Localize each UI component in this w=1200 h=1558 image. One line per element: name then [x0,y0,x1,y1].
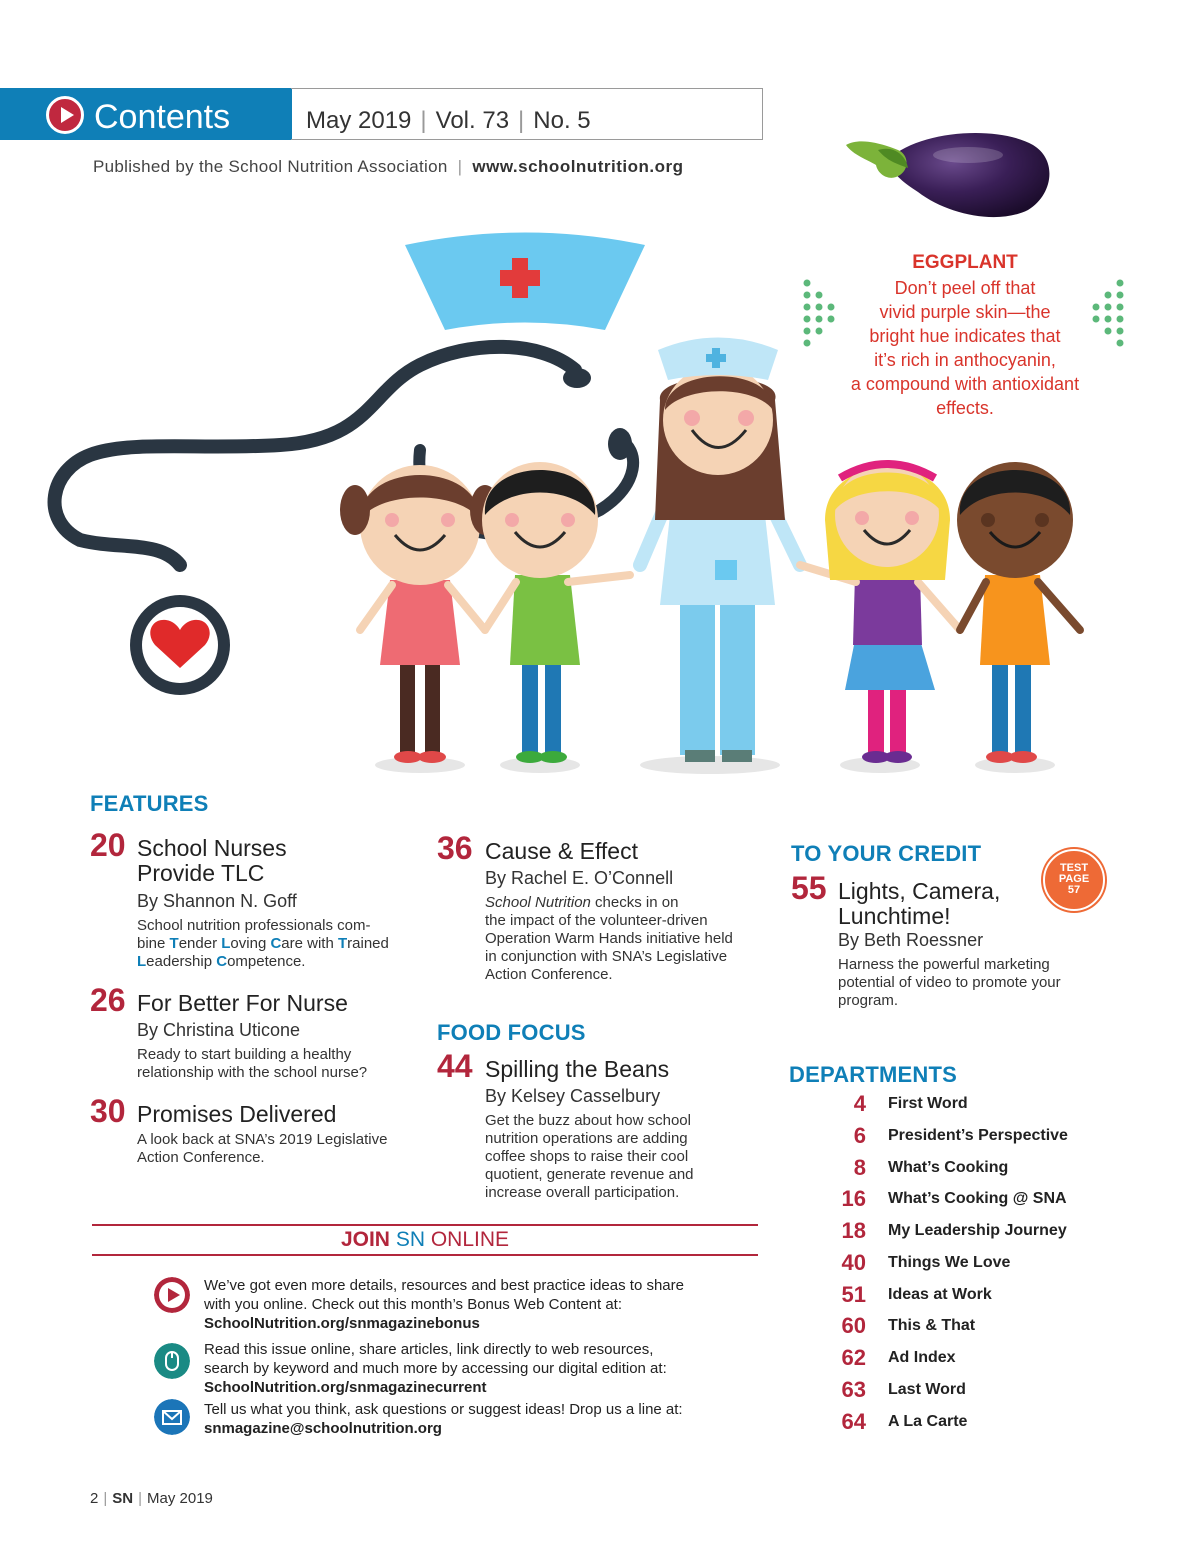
tip-line: bright hue indicates that [869,326,1061,346]
divider [92,1254,758,1256]
join-line: search by keyword and much more by accessing our digital edition at: [204,1360,667,1377]
desc-line: in conjunction with SNA’s Legislative [485,948,728,965]
play-icon [46,96,84,134]
article-title-line: School Nurses [137,835,287,861]
play-icon [154,1277,190,1313]
join-item [204,1276,704,1333]
department-item[interactable]: 6 President’s Perspective [853,1123,1068,1148]
desc-line: School Nutrition checks in on [485,894,679,911]
article-title[interactable] [137,836,397,886]
article-title[interactable]: Promises Delivered [137,1101,337,1127]
article-description [838,956,1128,1010]
article-title-line: Lights, Camera, [838,878,1001,904]
digital-edition-link[interactable]: SchoolNutrition.org/snmagazinecurrent [204,1379,487,1396]
desc-line: Action Conference. [137,1149,265,1166]
tip-line: it’s rich in anthocyanin, [874,350,1056,370]
join-line: Read this issue online, share articles, link directly to web resources, [204,1341,654,1358]
page-number: 36 [437,830,473,866]
badge-line: PAGE [1058,873,1090,885]
page-number: 44 [437,1048,473,1084]
desc-line: Operation Warm Hands initiative held [485,930,733,947]
features-heading: FEATURES [90,791,209,816]
join-line: We’ve got even more details, resources and best practice ideas to share [204,1277,684,1294]
website-link[interactable]: www.schoolnutrition.org [472,157,684,176]
food-focus-heading: FOOD FOCUS [437,1020,586,1045]
desc-line: nutrition operations are adding [485,1130,688,1147]
article-title-line: Provide TLC [137,860,265,886]
footer-date: May 2019 [147,1490,213,1507]
desc-line: the impact of the volunteer-driven [485,912,708,929]
desc-line: coffee shops to raise their cool [485,1148,689,1165]
page-number: 55 [791,870,827,906]
issue-volume: Vol. 73 [435,107,510,134]
department-item[interactable]: 63 Last Word [841,1377,966,1402]
article-description [137,917,427,971]
footer-magazine: SN [112,1490,134,1507]
desc-line: A look back at SNA’s 2019 Legislative [137,1131,388,1148]
publisher: Published by the School Nutrition Association [93,157,448,176]
eggplant-image [838,120,1058,220]
desc-line: Get the buzz about how school [485,1112,691,1129]
byline: By Christina Uticone [137,1020,301,1040]
desc-line: Ready to start building a healthy [137,1046,352,1063]
desc-line: Harness the powerful marketing [838,956,1050,973]
nurse-children-illustration [40,220,1110,785]
article-title-line: Lunchtime! [838,903,951,929]
desc-line: bine Tender Loving Care with Trained [137,935,389,952]
article-title[interactable] [838,879,1038,929]
article-title[interactable]: Spilling the Beans [485,1056,670,1082]
join-online-heading: JOIN SN ONLINE [340,1228,510,1251]
desc-line: relationship with the school nurse? [137,1064,368,1081]
join-item [204,1400,704,1438]
page-number: 30 [90,1093,126,1129]
badge-line: 57 [1067,884,1081,896]
department-item[interactable]: 8 What’s Cooking [853,1155,1009,1180]
desc-line: program. [838,992,899,1009]
byline: By Rachel E. O’Connell [485,868,674,888]
desc-line: Action Conference. [485,966,613,983]
byline: By Beth Roessner [838,930,984,950]
issue-info: May 2019 | Vol. 73 | No. 5 [306,107,591,134]
publisher-line: Published by the School Nutrition Association | www.schoolnutrition.org [93,157,684,176]
desc-line: increase overall participation. [485,1184,680,1201]
desc-line: quotient, generate revenue and [485,1166,694,1183]
badge-line: TEST [1059,862,1089,874]
department-item[interactable]: 18 My Leadership Journey [841,1218,1067,1243]
test-page-badge [1043,849,1105,911]
issue-number: No. 5 [533,107,591,134]
page-footer: 2 | SN | May 2019 [90,1490,213,1507]
join-line: with you online. Check out this month’s Bonus Web Content at: [204,1296,623,1313]
department-item[interactable]: 51 Ideas at Work [841,1282,992,1307]
desc-line: potential of video to promote your [838,974,1061,991]
join-item [204,1340,704,1397]
bonus-content-link[interactable]: SchoolNutrition.org/snmagazinebonus [204,1315,480,1332]
department-item[interactable]: 40 Things We Love [841,1250,1011,1275]
departments-heading: DEPARTMENTS [789,1062,958,1087]
article-description [137,1046,427,1082]
article-title[interactable]: Cause & Effect [485,838,638,864]
mouse-icon [154,1343,190,1379]
page-title: Contents [94,98,231,136]
issue-month: May 2019 [306,107,412,134]
article-description [485,1112,775,1202]
department-item[interactable]: 4 First Word [853,1091,968,1116]
tip-line: vivid purple skin—the [879,302,1051,322]
tip-line: effects. [936,398,994,418]
byline: By Kelsey Casselbury [485,1086,661,1106]
email-link[interactable]: snmagazine@schoolnutrition.org [204,1420,442,1437]
to-your-credit-heading: TO YOUR CREDIT [791,841,982,866]
join-line: Tell us what you think, ask questions or suggest ideas! Drop us a line at: [204,1401,683,1418]
email-icon [154,1399,190,1435]
desc-line: School nutrition professionals com- [137,917,371,934]
divider [92,1224,758,1226]
page-number: 20 [90,827,126,863]
article-description [485,894,775,984]
byline: By Shannon N. Goff [137,891,297,911]
department-item[interactable]: 64 A La Carte [841,1409,968,1434]
article-description [137,1131,427,1167]
footer-page-number: 2 [90,1490,99,1507]
tip-line: Don’t peel off that [894,278,1036,298]
article-title[interactable]: For Better For Nurse [137,990,348,1016]
desc-line: Leadership Competence. [137,953,306,970]
department-item[interactable]: 16 What’s Cooking @ SNA [841,1186,1067,1211]
page-number: 26 [90,982,126,1018]
tip-title: EGGPLANT [912,252,1018,273]
tip-line: a compound with antioxidant [850,374,1080,394]
department-item[interactable]: 60 This & That [841,1313,976,1338]
department-item[interactable]: 62 Ad Index [841,1345,956,1370]
